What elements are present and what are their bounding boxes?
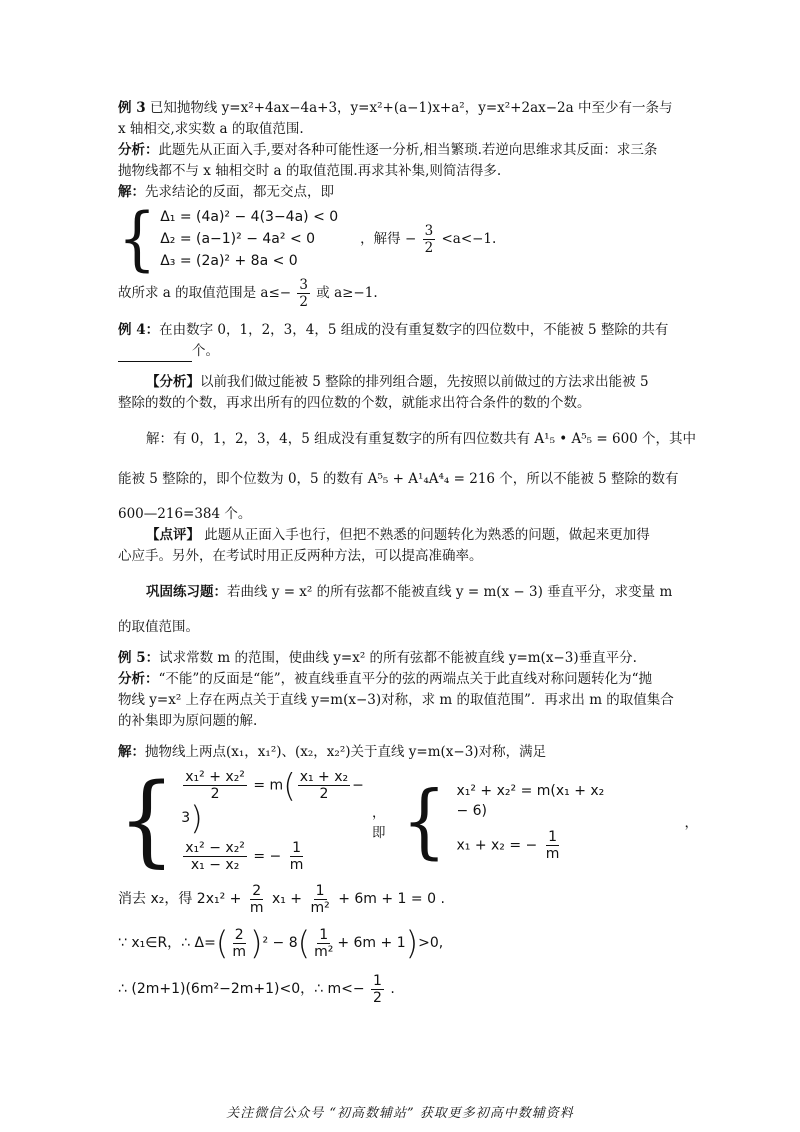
ex5-label: 例 5： <box>118 650 160 666</box>
ex3-eq3: Δ₃ = (2a)² + 8a < 0 <box>160 253 298 269</box>
left-brace: { <box>401 773 447 869</box>
ex5-line1 <box>118 648 698 669</box>
frac-den: 2 <box>373 989 382 1006</box>
practice-label: 巩固练习题： <box>146 584 227 600</box>
ex3-analysis-label: 分析： <box>118 142 159 158</box>
ex4-comment <box>118 525 698 546</box>
frac-den: 2 <box>210 786 220 802</box>
left-brace: { <box>118 762 176 879</box>
frac-num: 1 <box>319 926 329 943</box>
frac-den: m <box>289 857 304 873</box>
ex5-elim <box>118 879 698 919</box>
frac-den: 2 <box>319 786 329 802</box>
practice-line1 <box>118 577 698 607</box>
ex5-sysB <box>181 840 366 873</box>
frac-den: m² <box>314 943 334 960</box>
frac-den: x₁ − x₂ <box>190 857 240 873</box>
ex3-solve1: 先求结论的反面，都无交点，即 <box>145 184 334 200</box>
frac-num: x₁ + x₂ <box>299 769 349 785</box>
ex5-comma: ， <box>684 815 698 831</box>
ex4-analysis <box>118 372 698 393</box>
ex3-label: 例 3 <box>118 100 146 116</box>
ex4-label: 例 4： <box>118 322 160 338</box>
frac-num: 3 <box>424 222 434 239</box>
disc-pre: ∵ x₁∈R，∴ Δ= <box>118 935 216 951</box>
ex3-eq2: Δ₂ = (a−1)² − 4a² < 0 <box>160 231 316 247</box>
ex3-analysis2: 抛物线都不与 x 轴相交时 a 的取值范围.再求其补集,则简洁得多. <box>118 163 502 179</box>
ex4-text1: 在由数字 0，1，2，3，4，5 组成的没有重复数字的四位数中，不能被 5 整除的共有 <box>159 322 669 338</box>
elim-mid: x₁ + <box>271 891 303 907</box>
ex4-analysis1: 以前我们做过能被 5 整除的排列组合题，先按照以前做过的方法求出能被 5 <box>200 374 649 390</box>
frac-num: 2 <box>234 926 244 943</box>
document-body <box>118 98 698 1011</box>
ex5-analysis-label: 分析： <box>118 671 159 687</box>
sysB-frac <box>183 840 247 873</box>
elim-pre: 消去 x₂，得 2x₁² + <box>118 891 242 907</box>
frac-num: 1 <box>548 828 557 845</box>
ex5-system <box>118 762 698 879</box>
sysA-rhs-pre: = m <box>253 777 284 794</box>
ex4-line2 <box>118 341 698 362</box>
ex4-line1 <box>118 320 698 341</box>
frac-num: x₁² − x₂² <box>185 840 245 856</box>
elim-frac1 <box>248 883 266 916</box>
ex3-final <box>118 277 698 310</box>
frac-num: 1 <box>292 840 302 856</box>
ex3-text1: 已知抛物线 y=x²+4ax−4a+3，y=x²+(a−1)x+a²，y=x²+2ax−2a 中至少有一条与 <box>149 100 673 116</box>
ex5-final-pre: ∴ (2m+1)(6m²−2m+1)<0，∴ m<− <box>118 981 365 997</box>
frac-den: m <box>249 899 264 916</box>
ex5-final-post: . <box>390 981 395 997</box>
ex3-result <box>360 223 496 256</box>
ex3-solve <box>118 182 698 203</box>
sysB-rhs-frac <box>288 840 306 873</box>
frac-num: 1 <box>315 882 325 899</box>
ex5-sysC2 <box>456 829 618 862</box>
ex4-analysis2: 整除的数的个数，再求出所有的四位数的个数，就能求出符合条件的数的个数。 <box>118 395 591 411</box>
ex3-final-post: 或 a≥−1. <box>316 285 378 301</box>
ex4-analysis-label: 【分析】 <box>146 374 200 390</box>
ex4-solve1: 解：有 0，1，2，3，4，5 组成没有重复数字的所有四位数共有 A¹₅ • A⁵₅ = 600 个，其中 <box>146 431 697 447</box>
sysC2-pre: x₁ + x₂ = − <box>456 837 538 853</box>
ex4-comment2: 心应手。另外，在考试时用正反两种方法，可以提高准确率。 <box>118 548 483 564</box>
disc-post: >0, <box>418 935 444 951</box>
sysC2-frac <box>544 829 562 862</box>
ex3-analysis <box>118 140 698 161</box>
practice-text2: 的取值范围。 <box>118 619 199 635</box>
ex3-text2: x 轴相交,求实数 a 的取值范围. <box>118 121 304 137</box>
frac-den: m <box>232 943 246 960</box>
ex5-disc: ∵ x₁∈R，∴ Δ=( $\frac{2}{m}$ )² − 8( $\frac{1}{\text{m²}}$ + 6m + 1)>0, <box>118 924 444 962</box>
ex3-inequality-system <box>118 198 698 280</box>
ex5-analysis <box>118 669 698 690</box>
ex4-comment-label: 【点评】 <box>146 527 200 543</box>
ex5-sysC1: x₁² + x₂² = m(x₁ + x₂ − 6) <box>456 782 605 819</box>
disc-frac2 <box>312 927 335 960</box>
ex5-ji: ，即 <box>372 805 386 841</box>
ex4-text2-post: 个。 <box>192 343 219 359</box>
elim-frac2 <box>308 883 331 916</box>
frac-num: 2 <box>252 882 262 899</box>
ex3-analysis1: 此题先从正面入手,要对各种可能性逐一分析,相当繁琐.若逆向思维求其反面：求三条 <box>158 142 658 158</box>
left-brace: { <box>118 198 157 280</box>
ex4-solve2: 能被 5 整除的，即个位数为 0，5 的数有 A⁵₅ + A¹₄A⁴₄ = 216 个，所以不能被 5 整除的数有 <box>118 471 679 487</box>
sysB-rhs-pre: = − <box>253 848 282 865</box>
frac-den: 2 <box>299 294 308 310</box>
ex3-result-frac <box>423 223 436 256</box>
frac-den: m² <box>310 899 330 916</box>
elim-post: + 6m + 1 = 0 . <box>338 891 445 907</box>
ex5-final <box>118 967 698 1011</box>
ex3-final-pre: 故所求 a 的取值范围是 a≤− <box>118 285 292 301</box>
ex4-solve3: 600—216=384 个。 <box>118 506 252 522</box>
ex3-eq1: Δ₁ = (4a)² − 4(3−4a) < 0 <box>160 209 339 225</box>
ex5-solve-label: 解： <box>118 744 145 760</box>
frac-num: x₁² + x₂² <box>185 769 245 785</box>
ex5-analysis3: 的补集即为原问题的解. <box>118 713 258 729</box>
ex3-result-pre: ，解得 − <box>360 230 417 247</box>
ex5-solve1: 抛物线上两点(x₁，x₁²)、(x₂，x₂²)关于直线 y=m(x−3)对称，满足 <box>145 744 547 760</box>
sysA-rhs-post: − 3 <box>181 777 364 826</box>
ex3-line1 <box>118 98 698 119</box>
ex5-final-frac <box>371 973 384 1006</box>
sysA-inner-frac <box>298 769 350 802</box>
ex5-solve <box>118 742 698 763</box>
page-footer: 关注微信公众号 “初高数辅站” 获取更多初高中数辅资料 <box>226 1106 574 1121</box>
ex3-final-frac <box>297 277 310 310</box>
sysA-frac <box>183 769 247 802</box>
frac-den: m <box>545 845 560 862</box>
ex5-analysis1: “不能”的反面是“能”，被直线垂直平分的弦的两端点关于此直线对称问题转化为“抛 <box>158 671 653 687</box>
disc-frac1 <box>230 927 248 960</box>
ex3-solve-label: 解： <box>118 184 145 200</box>
practice-text1: 若曲线 y = x² 的所有弦都不能被直线 y = m(x − 3) 垂直平分，求变量 m <box>227 584 673 600</box>
disc-mid: ² − 8 <box>262 935 298 951</box>
frac-num: 1 <box>373 972 382 989</box>
answer-blank[interactable] <box>118 347 192 362</box>
ex3-result-post: <a<−1. <box>441 230 497 247</box>
ex4-comment1: 此题从正面入手也行，但把不熟悉的问题转化为熟悉的问题，做起来更加得 <box>204 527 650 543</box>
ex5-text1: 试求常数 m 的范围，使曲线 y=x² 的所有弦都不能被直线 y=m(x−3)垂直平分. <box>159 650 637 666</box>
frac-den: 2 <box>424 239 434 256</box>
ex5-analysis2: 物线 y=x² 上存在两点关于直线 y=m(x−3)对称，求 m 的取值范围”．再求出 m 的取值集合 <box>118 692 674 708</box>
frac-num: 3 <box>299 277 308 293</box>
disc-post-in: + 6m + 1 <box>337 935 406 951</box>
ex5-sysA: $\frac{\text{x₁² + x₂²}}{2}$ = m( $\frac{\text{x₁ + x₂}}{2}$ − 3) <box>181 766 364 837</box>
